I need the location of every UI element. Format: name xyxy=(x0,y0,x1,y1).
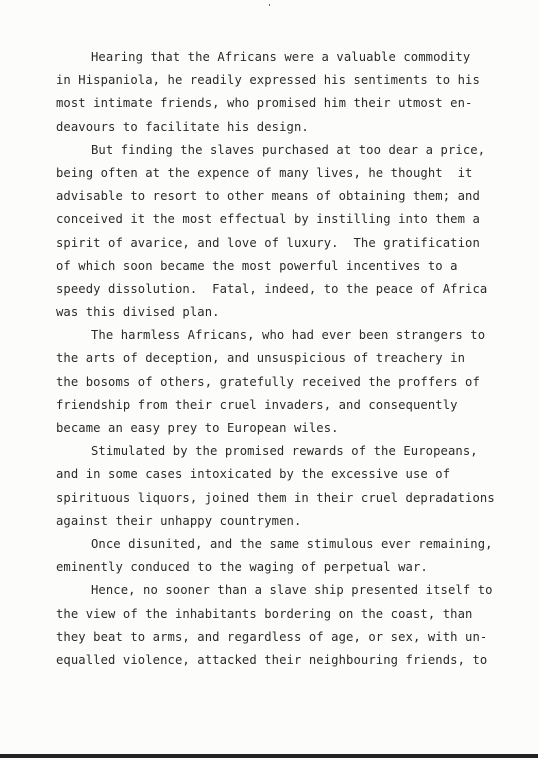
text-line: spirit of avarice, and love of luxury. The gratification xyxy=(56,235,480,250)
text-line: Hearing that the Africans were a valuable commodity xyxy=(91,50,471,64)
text-line: deavours to facilitate his design. xyxy=(56,119,309,134)
text-line: most intimate friends, who promised him their utmost en- xyxy=(56,96,473,111)
text-line: against their unhappy countrymen. xyxy=(56,513,302,528)
text-line: friendship from their cruel invaders, and consequently xyxy=(56,397,458,412)
text-line: advisable to resort to other means of obtaining them; and xyxy=(56,189,480,204)
text-line: was this divised plan. xyxy=(56,305,220,320)
text-line: equalled violence, attacked their neighbouring friends, to xyxy=(56,652,488,667)
scan-speck xyxy=(269,4,270,6)
body-text xyxy=(56,46,496,672)
text-line: in Hispaniola, he readily expressed his sentiments to his xyxy=(56,73,480,88)
text-line: the bosoms of others, gratefully received the proffers of xyxy=(56,374,480,389)
text-line: eminently conduced to the waging of perpetual war. xyxy=(56,560,428,575)
text-line: The harmless Africans, who had ever been strangers to xyxy=(91,328,486,343)
text-line: the view of the inhabitants bordering on the coast, than xyxy=(56,606,473,621)
text-line: Hence, no sooner than a slave ship presented itself to xyxy=(91,583,493,598)
text-line: the arts of deception, and unsuspicious of treachery in xyxy=(56,351,466,366)
text-line: But finding the slaves purchased at too dear a price, xyxy=(91,142,486,157)
text-line: Once disunited, and the same stimulous ever remaining, xyxy=(91,536,493,551)
text-line: they beat to arms, and regardless of age, or sex, with un- xyxy=(56,629,488,644)
text-line: became an easy prey to European wiles. xyxy=(56,421,339,435)
text-line: conceived it the most effectual by instilling into them a xyxy=(56,212,480,227)
text-line: and in some cases intoxicated by the excessive use of xyxy=(56,467,451,482)
text-line: of which soon became the most powerful incentives to a xyxy=(56,258,458,273)
text-line: speedy dissolution. Fatal, indeed, to the peace of Africa xyxy=(56,281,488,296)
text-line: spirituous liquors, joined them in their cruel depradations xyxy=(56,490,495,505)
page-bottom-edge xyxy=(0,754,538,758)
text-line: being often at the expence of many lives, he thought it xyxy=(56,165,473,180)
text-line: Stimulated by the promised rewards of the Europeans, xyxy=(91,444,478,459)
